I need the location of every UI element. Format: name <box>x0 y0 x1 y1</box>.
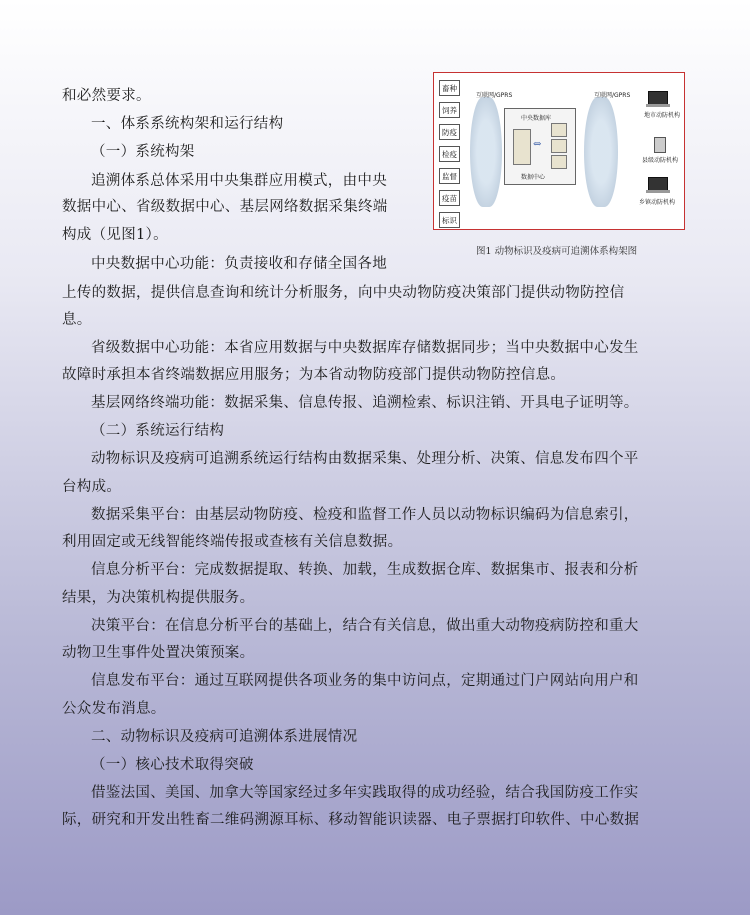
text-line: 利用固定或无线智能终端传报或查核有关信息数据。 <box>62 534 403 550</box>
section-heading: 一、体系系统构架和运行结构 <box>91 116 284 132</box>
data-center-label: 数据中心 <box>521 174 546 181</box>
text-line: 和必然要求。 <box>62 88 151 104</box>
central-database-box <box>504 108 576 185</box>
architecture-figure <box>433 72 685 230</box>
section-heading: 二、动物标识及疫病可追溯体系进展情况 <box>91 729 358 745</box>
text-line: 结果，为决策机构提供服务。 <box>62 590 255 606</box>
node-label: 地市动防机构 <box>644 112 681 119</box>
text-line: 际，研究和开发出牲畜二维码溯源耳标、移动智能识读器、电子票据打印软件、中心数据 <box>62 812 640 828</box>
internet-cloud-right <box>584 97 618 207</box>
tag-label: 监督 <box>439 168 460 184</box>
subsection-heading: （一）系统构架 <box>91 144 195 160</box>
text-line: 追溯体系总体采用中央集群应用模式，由中央 <box>91 173 387 189</box>
text-line: 动物卫生事件处置决策预案。 <box>62 645 255 661</box>
computer-icon <box>654 137 666 153</box>
subsection-heading: （一）核心技术取得突破 <box>91 757 254 773</box>
network-label: 互联网/GPRS <box>594 92 631 99</box>
text-line: 信息分析平台：完成数据提取、转换、加载，生成数据仓库、数据集市、报表和分析 <box>91 562 639 578</box>
tag-label: 畜种 <box>439 80 460 96</box>
text-line: 公众发布消息。 <box>62 701 166 717</box>
database-title: 中央数据库 <box>521 115 552 122</box>
server-icon <box>513 129 531 165</box>
figure-caption: 图1 动物标识及疫病可追溯体系构架图 <box>476 246 638 257</box>
text-line: 省级数据中心功能：本省应用数据与中央数据库存储数据同步；当中央数据中心发生 <box>91 340 639 356</box>
tag-label: 标识 <box>439 212 460 228</box>
laptop-icon <box>648 177 668 191</box>
server-icon <box>551 155 567 169</box>
tag-label: 防疫 <box>439 124 460 140</box>
text-line: 中央数据中心功能：负责接收和存储全国各地 <box>91 256 387 272</box>
tag-label: 检疫 <box>439 146 460 162</box>
text-line: 数据中心、省级数据中心、基层网络数据采集终端 <box>62 199 388 215</box>
network-label: 互联网/GPRS <box>476 92 513 99</box>
subsection-heading: （二）系统运行结构 <box>91 423 225 439</box>
node-label: 乡镇动防机构 <box>639 199 676 206</box>
text-line: 构成（见图1）。 <box>62 227 168 243</box>
text-line: 数据采集平台：由基层动物防疫、检疫和监督工作人员以动物标识编码为信息索引， <box>91 507 639 523</box>
text-line: 动物标识及疫病可追溯系统运行结构由数据采集、处理分析、决策、信息发布四个平 <box>91 451 639 467</box>
server-icon <box>551 139 567 153</box>
server-icon <box>551 123 567 137</box>
laptop-icon <box>648 91 668 105</box>
sync-arrow-icon: ⇔ <box>533 139 542 150</box>
text-line: 借鉴法国、美国、加拿大等国家经过多年实践取得的成功经验，结合我国防疫工作实 <box>91 785 639 801</box>
internet-cloud-left <box>470 97 502 207</box>
text-line: 上传的数据，提供信息查询和统计分析服务，向中央动物防疫决策部门提供动物防控信 <box>62 285 625 301</box>
tag-label: 饲养 <box>439 102 460 118</box>
text-line: 信息发布平台：通过互联网提供各项业务的集中访问点，定期通过门户网站向用户和 <box>91 673 639 689</box>
text-line: 息。 <box>62 312 92 328</box>
node-label: 县级动防机构 <box>642 157 679 164</box>
text-line: 故障时承担本省终端数据应用服务；为本省动物防疫部门提供动物防控信息。 <box>62 367 566 383</box>
tag-label: 疫苗 <box>439 190 460 206</box>
text-line: 决策平台：在信息分析平台的基础上，结合有关信息，做出重大动物疫病防控和重大 <box>91 618 639 634</box>
text-line: 基层网络终端功能：数据采集、信息传报、追溯检索、标识注销、开具电子证明等。 <box>91 395 639 411</box>
text-line: 台构成。 <box>62 479 122 495</box>
